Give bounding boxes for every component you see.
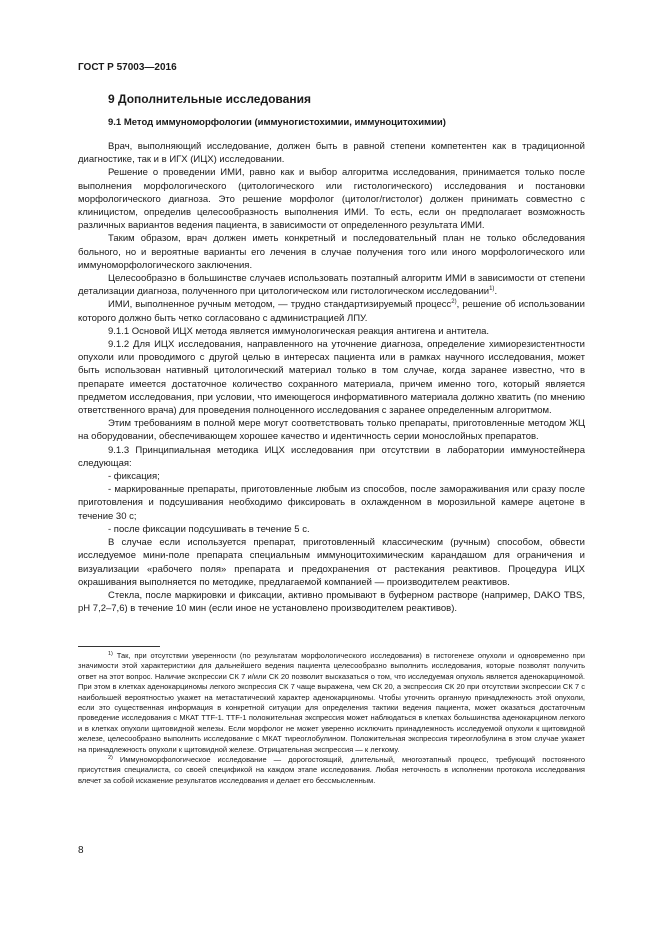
paragraph: Стекла, после маркировки и фиксации, активно промывают в буферном растворе (например, DAKO TBS, pH 7,2–7,6) в течение 10 мин (если иное не установлено производителем реактивов). [78,589,585,615]
footnote-mark-2: 2) [108,755,113,762]
paragraph [78,298,585,324]
section-title: 9 Дополнительные исследования [108,92,311,106]
paragraph: 9.1.2 Для ИЦХ исследования, направленного на уточнение диагноза, определение химиорезистентности опухоли или проводимого с другой целью в интересах пациента или в рамках научного исследования, может быть использован нативный цитологический материал только в том случае, когда заранее известно, что в препарате имеется достаточное количество сохранного материала, причем именно того, который является предметом исследования, при условии, что имеющегося информативного материала должно хватить (по мнению ответственного врача) для проведения полноценного исследования с заранее определенным алгоритмом. [78,339,585,417]
paragraph-text: , решение об использовании которого должно быть четко согласовано с администрацией ЛПУ. [78,299,585,324]
page-number: 8 [78,845,84,856]
footnote-2 [78,755,585,786]
paragraph-text: Целесообразно в большинстве случаев использовать поэтапный алгоритм ИМИ в зависимости от степени детализации диагноза, полученного при цитологическом или гистологическом исследовании [78,273,585,298]
document-header: ГОСТ Р 57003—2016 [78,62,177,73]
list-item: - после фиксации подсушивать в течение 5 с. [108,523,310,535]
paragraph-text: ИМИ, выполненное ручным методом, — трудно стандартизируемый процесс [108,299,452,311]
paragraph: 9.1.3 Принципиальная методика ИЦХ исследования при отсутствии в лаборатории иммуностейнера следующая: [78,444,585,469]
footnote-1 [78,651,585,755]
paragraph: Целесообразно в большинстве случаев использовать поэтапный алгоритм ИМИ в зависимости от степени детализации диагноза, полученного при цитологическом или гистологическом исследовании$^{1)}$. [78,273,585,298]
footnote-ref-1[interactable]: 1) [489,286,495,293]
list-item: - фиксация; [108,471,160,483]
paragraph: Таким образом, врач должен иметь конкретный и последовательный план не только обследования больного, но и вероятные варианты его лечения в случае получения того или иного морфологического или иммуноморфологического заключения. [78,233,585,271]
subsection-title: 9.1 Метод иммуноморфологии (иммуногистохимии, иммуноцитохимии) [108,117,446,128]
list-item: - маркированные препараты, приготовленные любым из способов, после замораживания или сразу после приготовления и подсушивания необходимо фиксировать в охлажденном в морозильной камере ацетоне в течение 30 с; [78,484,585,522]
paragraph: В случае если используется препарат, приготовленный классическим (ручным) способом, обвести исследуемое мини-поле препарата специальным иммуноцитохимическим карандашом для ограничения и визуализации «рабочего поля» препарата и предохранения от растекания реактивов. Процедура ИЦХ окрашивания выполняется по методике, предлагаемой компанией — производителем реактивов. [78,537,585,588]
paragraph: Решение о проведении ИМИ, равно как и выбор алгоритма исследования, принимается только после выполнения морфологического (цитологического или гистологического) исследования и постановки морфологического диагноза. Это решение морфолог (цитолог/гистолог) должен принимать совместно с клиницистом, определив целесообразность выполнения ИМИ. То есть, если он предполагает возможность различных вариантов ведения пациента, в зависимости от определенного результата ИМИ. [78,167,585,232]
footnote-text: Так, при отсутствии уверенности (по результатам морфологического исследования) в гистогенезе опухоли и одновременно при значимости этой характеристики для дальнейшего ведения пациента целесообразно выполнить исследования, которые позволят получить ответ на этот вопрос. Наличие экспрессии СК 7 и/или СК 20 позволит высказаться о том, что исследуемая опухоль является аденокарциномой. При этом в клетках аденокарциномы легкого экспрессия СК 7 чаще выражена, чем СК 20, а экспрессия СК 20 при отсутствии экспрессии СК 7 с наибольшей вероятностью укажет на метастатический характер аденокарциномы. Чтобы уточнить органную принадлежность этой опухоли, если это существенная информация в конкретной ситуации для определения тактики ведения пациента, может оказаться достаточным проведение исследования с МКАТ TTF-1. TTF-1 положительная экспрессия может наблюдаться в клетках большинства аденокарцином легкого и в клетках опухоли щитовидной железы. Если морфолог не может уверенно исключить принадлежность исследуемой опухоли к щитовидной железе, целесообразно выполнить исследование с МКАТ тиреоглобулином. Положительная экспрессия тиреоглобулина в этом случае укажет на принадлежность опухоли к щитовидной железе. Отрицательная экспрессия — к легкому. [78,651,585,754]
page-content [78,88,585,615]
footnotes [78,651,585,786]
paragraph: Врач, выполняющий исследование, должен быть в равной степени компетентен как в традиционной диагностике, так и в ИГХ (ИЦХ) исследовании. [78,141,585,166]
paragraph: 9.1.1 Основой ИЦХ метода является иммунологическая реакция антигена и антитела. [108,325,490,337]
footnote-ref-2[interactable]: 2) [451,299,457,306]
footnote-mark-1: 1) [108,651,113,657]
footnote-text: Иммуноморфологическое исследование — дорогостоящий, длительный, многоэтапный процесс, требующий постоянного присутствия специалиста, со своей спецификой на каждом этапе исследования. Любая неточность в исполнении протокола исследования влечет за собой искажение результатов исследования и делает его бессмысленным. [78,755,585,785]
paragraph: Этим требованиям в полной мере могут соответствовать только препараты, приготовленные методом ЖЦ на оборудовании, обеспечивающем хорошее качество и идентичность серии монослойных препаратов. [78,418,585,443]
body-text [78,140,585,615]
footnote-divider [78,646,160,647]
